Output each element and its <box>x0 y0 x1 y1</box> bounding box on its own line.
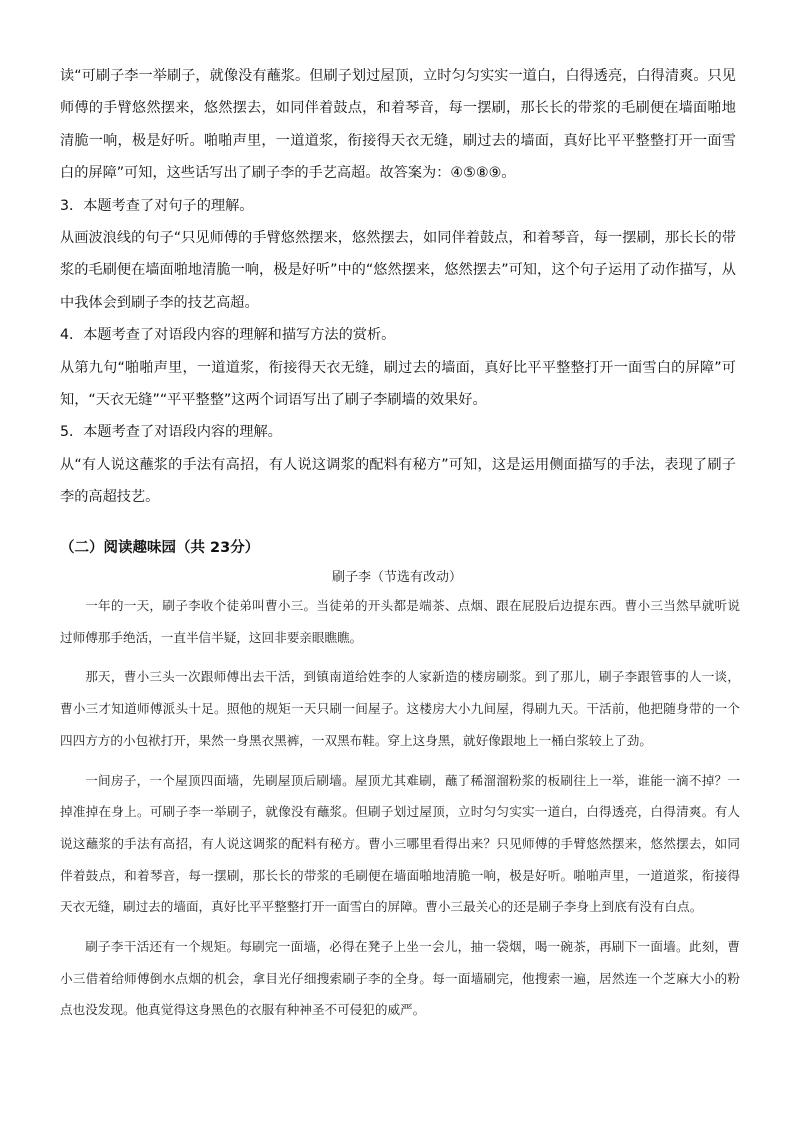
answer-explanation <box>60 60 736 514</box>
story-title: 刷子李（节选有改动） <box>331 570 462 585</box>
story-paragraph: 一间房子，一个屋顶四面墙，先刷屋顶后刷墙。屋顶尤其难刷，蘸了稀溜溜粉浆的板刷往上一举，谁能一滴不掉？一掉准掉在身上。可刷子李一举刷子，就像没有蘸浆。但刷子划过屋顶，立时匀匀实实一道白，白得透亮，白得清爽。有人说这蘸浆的手法有高招，有人说这调浆的配料有秘方。曹小三哪里看得出来？只见师傅的手臂悠然摆来，悠然摆去，如同伴着鼓点，和着琴音，每一摆刷，那长长的带浆的毛刷便在墙面啪地清脆一响，极是好听。啪啪声里，一道道浆，衔接得天衣无缝，刷过去的墙面，真好比平平整整打开一面雪白的屏障。曹小三最关心的还是刷子李身上到底有没有白点。 <box>60 772 740 915</box>
answer-q4-body: 从第九句“啪啪声里，一道道浆，衔接得天衣无缝，刷过去的墙面，真好比平平整整打开一面雪白的屏障”可知，“天衣无缝”“平平整整”这两个词语写出了刷子李刷墙的效果好。 <box>60 359 736 409</box>
story-paragraph: 一年的一天，刷子李收个徒弟叫曹小三。当徒弟的开头都是端茶、点烟、跟在屁股后边提东西。曹小三当然早就听说过师傅那手绝活，一直半信半疑，这回非要亲眼瞧瞧。 <box>60 598 740 645</box>
section-heading: （二）阅读趣味园（共 23分） <box>60 540 260 556</box>
answer-q2-continuation: 读“可刷子李一举刷子，就像没有蘸浆。但刷子划过屋顶，立时匀匀实实一道白，白得透亮，白得清爽。只见师傅的手臂悠然摆来，悠然摆去，如同伴着鼓点，和着琴音，每一摆刷，那长长的带浆的毛刷便在墙面啪地清脆一响，极是好听。啪啪声里，一道道浆，衔接得天衣无缝，刷过去的墙面，真好比平平整整打开一面雪白的屏障”可知，这些话写出了刷子李的手艺高超。故答案为：④⑤⑧⑨。 <box>60 68 736 182</box>
story-paragraph: 刷子李干活还有一个规矩。每刷完一面墙，必得在凳子上坐一会儿，抽一袋烟，喝一碗茶，再刷下一面墙。此刻，曹小三借着给师傅倒水点烟的机会，拿目光仔细搜索刷子李的全身。每一面墙刷完，他搜索一遍，居然连一个芝麻大小的粉点也没发现。他真觉得这身黑色的衣服有种神圣不可侵犯的威严。 <box>60 939 740 1018</box>
answer-q3-body: 从画波浪线的句子“只见师傅的手臂悠然摆来，悠然摆去，如同伴着鼓点，和着琴音，每一摆刷，那长长的带浆的毛刷便在墙面啪地清脆一响，极是好听”中的“悠然摆来，悠然摆去”可知，这个句子运用了动作描写，从中我体会到刷子李的技艺高超。 <box>60 230 736 311</box>
story-paragraph: 那天，曹小三头一次跟师傅出去干活，到镇南道给姓李的人家新造的楼房刷浆。到了那儿，刷子李跟管事的人一谈，曹小三才知道师傅派头十足。照他的规矩一天只刷一间屋子。这楼房大小九间屋，得刷九天。干活前，他把随身带的一个四四方方的小包袱打开，果然一身黑衣黑裤，一双黑布鞋。穿上这身黑，就好像跟地上一桶白浆较上了劲。 <box>60 669 740 748</box>
story-text <box>60 590 740 1034</box>
answer-q5-body: 从“有人说这蘸浆的手法有高招，有人说这调浆的配料有秘方”可知，这是运用侧面描写的手法，表现了刷子李的高超技艺。 <box>60 456 736 506</box>
answer-q5-heading: 5．本题考查了对语段内容的理解。 <box>60 424 282 441</box>
answer-q4-heading: 4．本题考查了对语段内容的理解和描写方法的赏析。 <box>60 327 396 344</box>
answer-q3-heading: 3．本题考查了对句子的理解。 <box>60 197 254 214</box>
